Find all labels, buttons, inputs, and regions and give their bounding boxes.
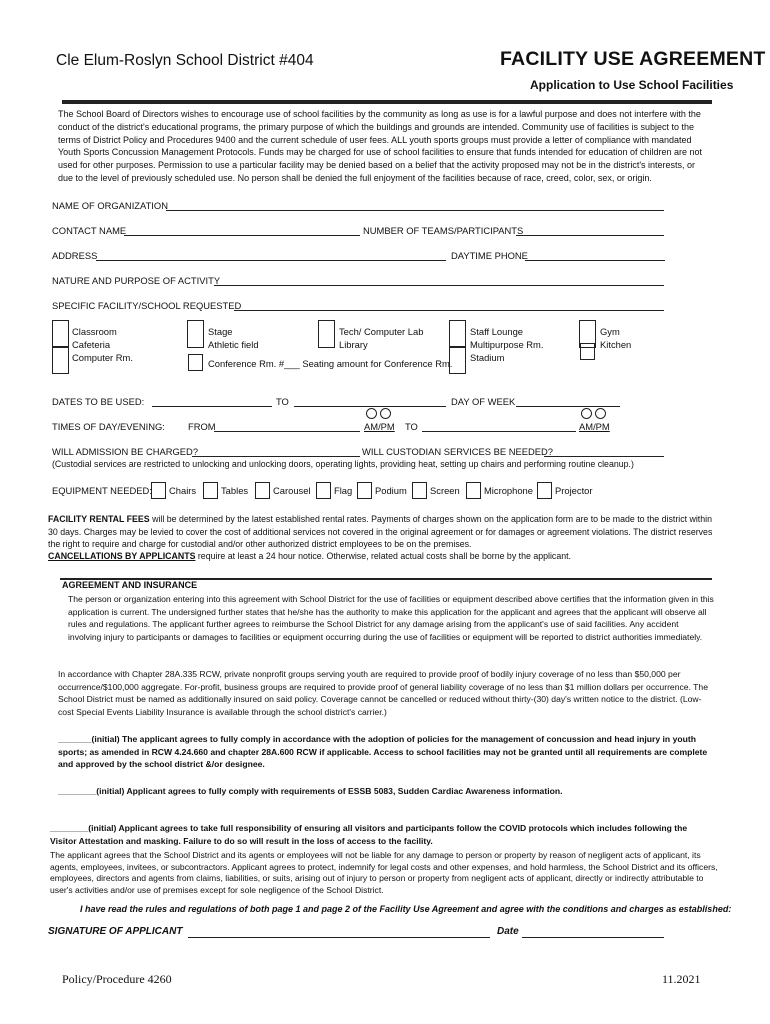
facility-stadium: Stadium	[470, 352, 505, 363]
nature-field[interactable]	[214, 285, 664, 286]
contact-field[interactable]	[124, 235, 360, 236]
checkbox-stadium[interactable]	[449, 346, 466, 374]
ampm-label-1: AM/PM	[364, 421, 395, 432]
facility-computer-rm: Computer Rm.	[72, 352, 133, 363]
custodian-label: WILL CUSTODIAN SERVICES BE NEEDED?	[362, 446, 554, 457]
equipment-projector: Projector	[555, 485, 593, 496]
custodian-field[interactable]	[544, 456, 664, 457]
checkbox-conference[interactable]	[188, 354, 203, 371]
custodian-note: (Custodial services are restricted to unlocking and unlocking doors, operating lights, providing heat, setting up chairs and performing routine cleanup.)	[52, 459, 634, 469]
phone-field[interactable]	[525, 260, 665, 261]
form-title: FACILITY USE AGREEMENT	[500, 48, 766, 70]
district-name: Cle Elum-Roslyn School District #404	[56, 52, 314, 69]
liability-paragraph: The applicant agrees that the School District and its agents or employees will not be liable for any damage to person or property by reason of negligent acts of applicant, its agents, employees, invitees, or subcontractors. Applicant agrees to protect, indemnify for legal costs and other expenses, and hold harmless, the School District and its officers, employees, directors and agents from claims, liabilities, or suits, arising out of injury to person or property from negligent acts of applicant, directly or indirectly attributable to user's activities and/or use of premises except for sole negligence of the School District.	[50, 850, 718, 895]
teams-label: NUMBER OF TEAMS/PARTICIPANTS	[363, 225, 524, 236]
checkbox-stage[interactable]	[187, 320, 204, 348]
admission-field[interactable]	[192, 456, 360, 457]
time-to-field[interactable]	[422, 431, 576, 432]
cancellations-paragraph	[48, 550, 716, 563]
form-subtitle: Application to Use School Facilities	[530, 78, 734, 92]
checkbox-computer-rm[interactable]	[52, 346, 69, 374]
equipment-label: EQUIPMENT NEEDED:	[52, 485, 152, 496]
header-rule	[62, 100, 712, 104]
times-to-label: TO	[405, 421, 418, 432]
initial-concussion: _______(initial) The applicant agrees to fully comply in accordance with the adoption of policies for the management of concussion and head injury in youth sports; as amended in RCW 4.24.660 and chapter 28A.600 RCW if applicable. Access to school facilities may not be granted until all requirements are complete and approved by the school district &/or designee.	[58, 734, 708, 769]
form-version: 11.2021	[662, 972, 701, 986]
facility-staff-lounge: Staff Lounge	[470, 326, 523, 337]
facility-athletic-field: Athletic field	[208, 339, 259, 350]
facility-kitchen: Kitchen	[600, 339, 632, 350]
dates-to-label: TO	[276, 396, 289, 407]
equipment-microphone: Microphone	[484, 485, 533, 496]
rental-fees-text: will be determined by the latest established rental rates. Payments of charges shown on the application form are to be made to the district within 30 days. Charges may be levied to cover the cost of additional services not covered in the original agreement or for damages or agreement violations. The district reserves the right to require and charge for custodial and/or other authorized district employees to be on the premises.	[48, 514, 713, 549]
checkbox-microphone[interactable]	[466, 482, 481, 499]
date-end-field[interactable]	[294, 406, 446, 407]
address-field[interactable]	[96, 260, 446, 261]
equipment-screen: Screen	[430, 485, 460, 496]
teams-field[interactable]	[516, 235, 664, 236]
facility-conference: Conference Rm. #___ Seating amount for Conference Rm.	[208, 358, 453, 369]
intro-paragraph: The School Board of Directors wishes to encourage use of school facilities by the community as long as use is for a lawful purpose and does not interfere with the conduct of the district's educational programs, the primary purpose of which the buildings and grounds are intended. Community use of facilities is subject to the terms of District Policy and Procedures 9400 and the current schedule of user fees. ALL youth sports groups must provide a letter of compliance with mandated Youth Sports Concussion Management Protocols. Funds may be charged for use of school facilities to ensure that funds intended for education of children are not used for other purposes. Permission to use a particular facility may be denied based on a belief that the activity proposed may not be in the district's interests, or due to the level of previously scheduled use. No person shall be denied the full enjoyment of the facilities because of race, creed, color, sex, or origin.	[58, 109, 703, 183]
facility-cafeteria: Cafeteria	[72, 339, 111, 350]
admission-label: WILL ADMISSION BE CHARGED?	[52, 446, 199, 457]
signature-field[interactable]	[188, 937, 490, 938]
equipment-tables: Tables	[221, 485, 249, 496]
checkbox-tables[interactable]	[203, 482, 218, 499]
contact-label: CONTACT NAME	[52, 225, 127, 236]
date-label: Date	[497, 926, 519, 937]
facility-stage: Stage	[208, 326, 233, 337]
initial-cardiac: ________(initial) Applicant agrees to fully comply with requirements of ESSB 5083, Sudden Cardiac Awareness information.	[58, 786, 563, 796]
am-circle-1[interactable]	[366, 408, 377, 419]
facility-multipurpose: Multipurpose Rm.	[470, 339, 544, 350]
insurance-paragraph: In accordance with Chapter 28A.335 RCW, private nonprofit groups serving youth are required to provide proof of bodily injury coverage of no less than $50,000 per occurrence/$100,000 aggregate. For-profit, business groups are required to provide proof of general liability coverage of no less than $1 million dollars per occurrence. The School District must be named as additionally insured on said policy. Coverage cannot be cancelled or reduced without thirty-(30) day's written notice to the district. (Low-cost Special Events Liability Insurance is available through the school district's carrier.)	[58, 669, 708, 717]
rental-fees-paragraph	[48, 513, 716, 551]
cancellations-heading: CANCELLATIONS BY APPLICANTS	[48, 551, 196, 561]
equipment-carousel: Carousel	[273, 485, 311, 496]
facility-label: SPECIFIC FACILITY/SCHOOL REQUESTED	[52, 300, 242, 311]
checkbox-kitchen[interactable]	[580, 343, 595, 360]
checkbox-projector[interactable]	[537, 482, 552, 499]
checkbox-screen[interactable]	[412, 482, 427, 499]
checkbox-classroom[interactable]	[52, 320, 69, 348]
organization-field[interactable]	[166, 210, 664, 211]
organization-label: NAME OF ORGANIZATION	[52, 200, 168, 211]
address-label: ADDRESS	[52, 250, 98, 261]
checkbox-podium[interactable]	[357, 482, 372, 499]
policy-number: Policy/Procedure 4260	[62, 972, 172, 986]
times-label: TIMES OF DAY/EVENING:	[52, 421, 165, 432]
pm-circle-1[interactable]	[380, 408, 391, 419]
facility-tech-lab: Tech/ Computer Lab	[339, 326, 424, 337]
phone-label: DAYTIME PHONE	[451, 250, 528, 261]
checkbox-flag[interactable]	[316, 482, 331, 499]
date-field[interactable]	[522, 937, 664, 938]
equipment-chairs: Chairs	[169, 485, 197, 496]
pm-circle-2[interactable]	[595, 408, 606, 419]
equipment-podium: Podium	[375, 485, 407, 496]
facility-library: Library	[339, 339, 368, 350]
facility-gym: Gym	[600, 326, 620, 337]
ampm-label-2: AM/PM	[579, 421, 610, 432]
checkbox-staff-lounge[interactable]	[449, 320, 466, 348]
dates-label: DATES TO BE USED:	[52, 396, 145, 407]
rental-fees-heading: FACILITY RENTAL FEES	[48, 514, 150, 524]
cancellations-text: require at least a 24 hour notice. Otherwise, related actual costs shall be borne by the applicant.	[195, 551, 571, 561]
facility-classroom: Classroom	[72, 326, 117, 337]
day-of-week-field[interactable]	[516, 406, 620, 407]
signature-label: SIGNATURE OF APPLICANT	[48, 926, 183, 937]
checkbox-chairs[interactable]	[151, 482, 166, 499]
am-circle-2[interactable]	[581, 408, 592, 419]
facility-field[interactable]	[234, 310, 664, 311]
day-of-week-label: DAY OF WEEK	[451, 396, 516, 407]
agreement-heading: AGREEMENT AND INSURANCE	[62, 580, 198, 590]
checkbox-carousel[interactable]	[255, 482, 270, 499]
from-label: FROM	[188, 421, 216, 432]
agreement-paragraph-1: The person or organization entering into this agreement with School District for the use of facilities or equipment described above certifies that the information given in this application is current. The undersigned further states that he/she has the authority to make this application for the applicant and agrees that the applicant will observe all rules and regulations. The applicant further agrees to reimburse the School District for any damage arising from the applicant's use of said facilities. Any accident involving injury to participants or damages to facilities or equipment occurring during the use of facilities or equipment will be reported to district authorities immediately.	[68, 594, 714, 642]
time-from-field[interactable]	[214, 431, 360, 432]
checkbox-tech-lab[interactable]	[318, 320, 335, 348]
equipment-flag: Flag	[334, 485, 353, 496]
date-start-field[interactable]	[152, 406, 272, 407]
nature-label: NATURE AND PURPOSE OF ACTIVITY	[52, 275, 221, 286]
read-statement: I have read the rules and regulations of both page 1 and page 2 of the Facility Use Agreement and agree with the conditions and charges as established:	[80, 904, 732, 914]
initial-covid: ________(initial) Applicant agrees to take full responsibility of ensuring all visitors and participants follow the COVID protocols which includes following the Visitor Attestation and masking. Failure to do so will result in the loss of access to the facility.	[50, 823, 688, 846]
